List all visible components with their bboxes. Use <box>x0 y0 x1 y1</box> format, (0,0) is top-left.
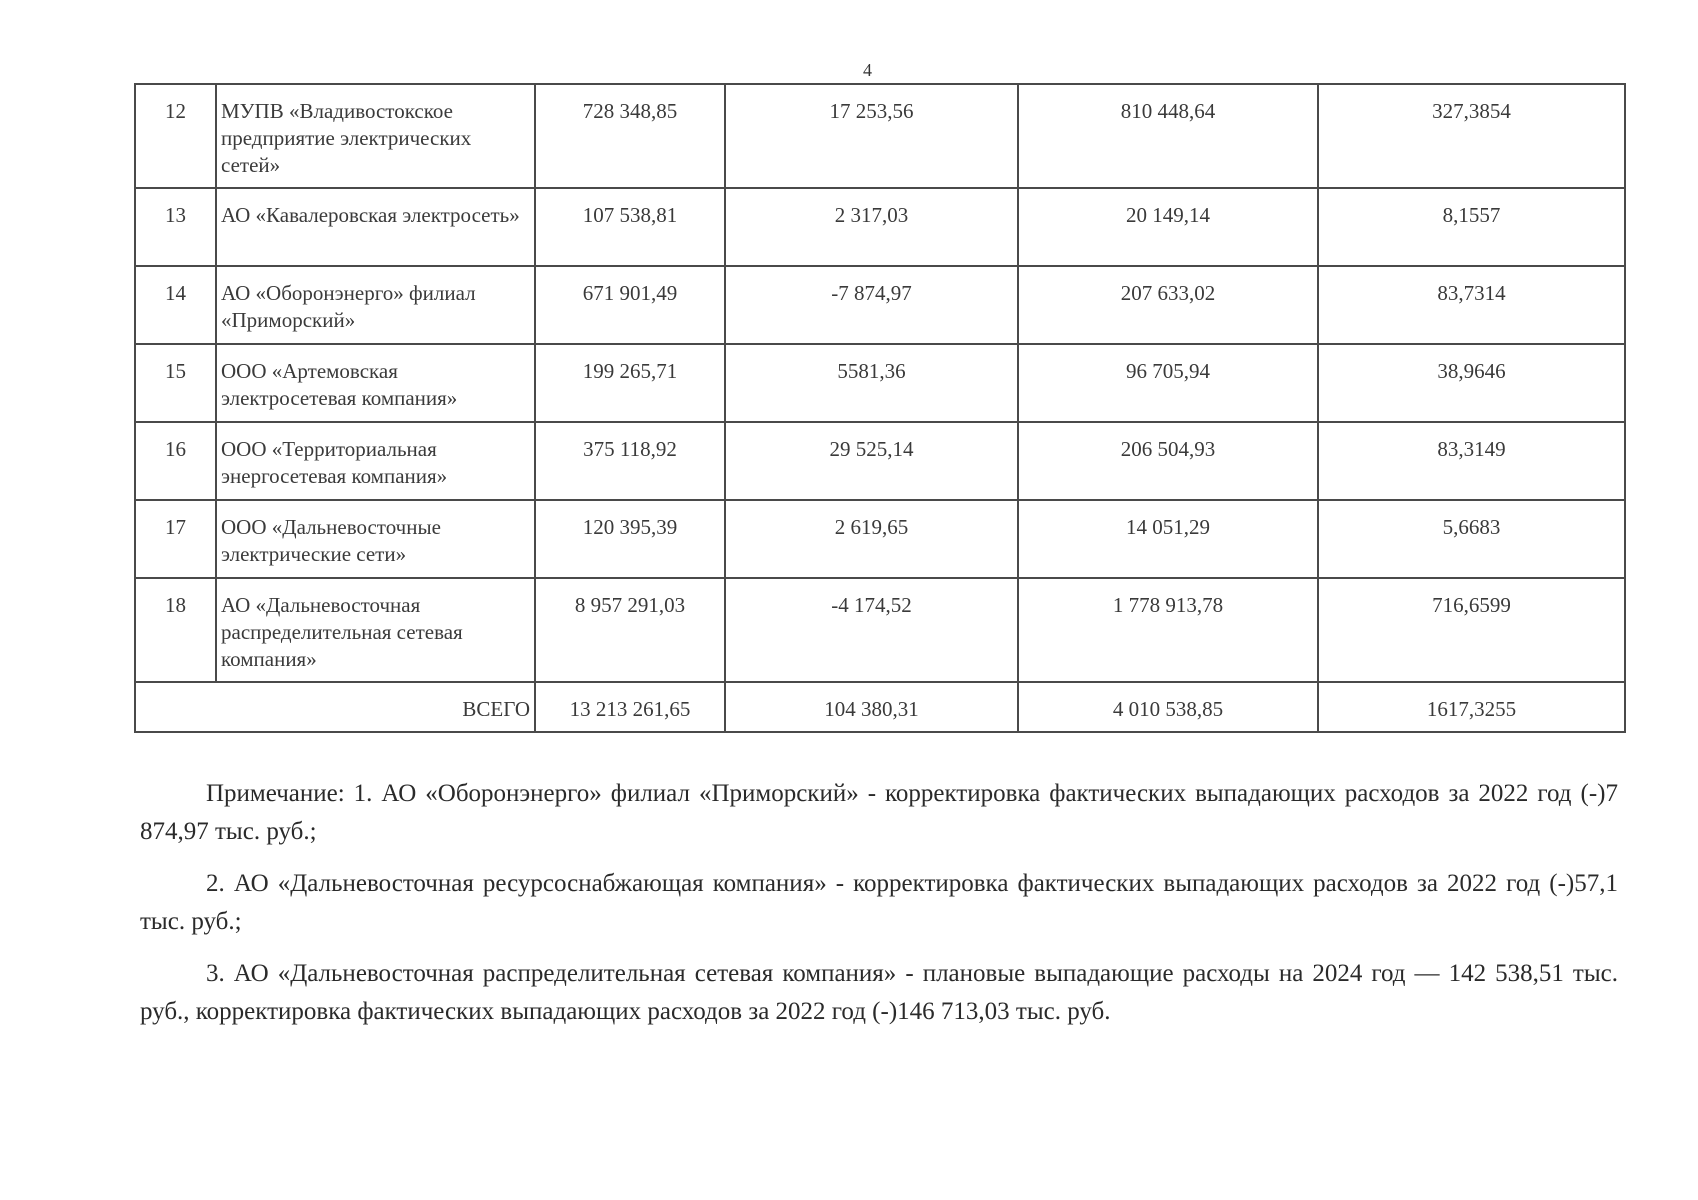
table-row <box>135 188 1625 266</box>
cell-value-1: 375 118,92 <box>535 422 725 500</box>
cell-value-2: 2 317,03 <box>725 188 1018 266</box>
cell-value-2: 17 253,56 <box>725 84 1018 188</box>
note-paragraph: 3. АО «Дальневосточная распределительная сетевая компания» - плановые выпадающие расходы на 2024 год — 142 538,51 тыс. руб., корректировка фактических выпадающих расходов за 2022 год (-)146 713,03 тыс. руб. <box>140 960 1618 1025</box>
cell-value-4: 38,9646 <box>1318 344 1625 422</box>
cell-value-4: 5,6683 <box>1318 500 1625 578</box>
total-value-1: 13 213 261,65 <box>535 682 725 732</box>
organization-name: ООО «Дальневосточные электрические сети» <box>216 500 535 578</box>
total-value-3: 4 010 538,85 <box>1018 682 1318 732</box>
cell-value-3: 14 051,29 <box>1018 500 1318 578</box>
cell-value-3: 96 705,94 <box>1018 344 1318 422</box>
row-number: 16 <box>135 422 216 500</box>
cell-value-1: 107 538,81 <box>535 188 725 266</box>
table-row <box>135 266 1625 344</box>
total-value-4: 1617,3255 <box>1318 682 1625 732</box>
total-value-2: 104 380,31 <box>725 682 1018 732</box>
cell-value-2: 29 525,14 <box>725 422 1018 500</box>
cell-value-1: 8 957 291,03 <box>535 578 725 682</box>
organization-name: ООО «Территориальная энергосетевая компания» <box>216 422 535 500</box>
table-row <box>135 578 1625 682</box>
total-label: ВСЕГО <box>135 682 535 732</box>
table-row <box>135 422 1625 500</box>
cell-value-4: 83,7314 <box>1318 266 1625 344</box>
table-total-row <box>135 682 1625 732</box>
cell-value-1: 199 265,71 <box>535 344 725 422</box>
cell-value-3: 206 504,93 <box>1018 422 1318 500</box>
cell-value-3: 207 633,02 <box>1018 266 1318 344</box>
organization-name: ООО «Артемовская электросетевая компания» <box>216 344 535 422</box>
cell-value-3: 810 448,64 <box>1018 84 1318 188</box>
row-number: 15 <box>135 344 216 422</box>
notes-section <box>140 775 1618 1045</box>
row-number: 14 <box>135 266 216 344</box>
table-row <box>135 500 1625 578</box>
cell-value-4: 83,3149 <box>1318 422 1625 500</box>
organization-name: АО «Оборонэнерго» филиал «Приморский» <box>216 266 535 344</box>
cell-value-4: 8,1557 <box>1318 188 1625 266</box>
organization-name: АО «Кавалеровская электросеть» <box>216 188 535 266</box>
cell-value-2: -7 874,97 <box>725 266 1018 344</box>
cell-value-2: 2 619,65 <box>725 500 1018 578</box>
cell-value-1: 728 348,85 <box>535 84 725 188</box>
row-number: 18 <box>135 578 216 682</box>
cell-value-3: 20 149,14 <box>1018 188 1318 266</box>
note-paragraph: Примечание: 1. АО «Оборонэнерго» филиал «Приморский» - корректировка фактических выпадающих расходов за 2022 год (-)7 874,97 тыс. руб.; <box>140 780 1618 845</box>
cell-value-4: 716,6599 <box>1318 578 1625 682</box>
cell-value-4: 327,3854 <box>1318 84 1625 188</box>
cell-value-1: 671 901,49 <box>535 266 725 344</box>
expenses-table <box>134 83 1626 733</box>
cell-value-1: 120 395,39 <box>535 500 725 578</box>
table-row <box>135 84 1625 188</box>
row-number: 17 <box>135 500 216 578</box>
cell-value-3: 1 778 913,78 <box>1018 578 1318 682</box>
row-number: 13 <box>135 188 216 266</box>
table-row <box>135 344 1625 422</box>
note-paragraph: 2. АО «Дальневосточная ресурсоснабжающая компания» - корректировка фактических выпадающих расходов за 2022 год (-)57,1 тыс. руб.; <box>140 870 1618 935</box>
row-number: 12 <box>135 84 216 188</box>
cell-value-2: -4 174,52 <box>725 578 1018 682</box>
cell-value-2: 5581,36 <box>725 344 1018 422</box>
page-number: 4 <box>863 60 872 80</box>
organization-name: АО «Дальневосточная распределительная сетевая компания» <box>216 578 535 682</box>
organization-name: МУПВ «Владивостокское предприятие электрических сетей» <box>216 84 535 188</box>
